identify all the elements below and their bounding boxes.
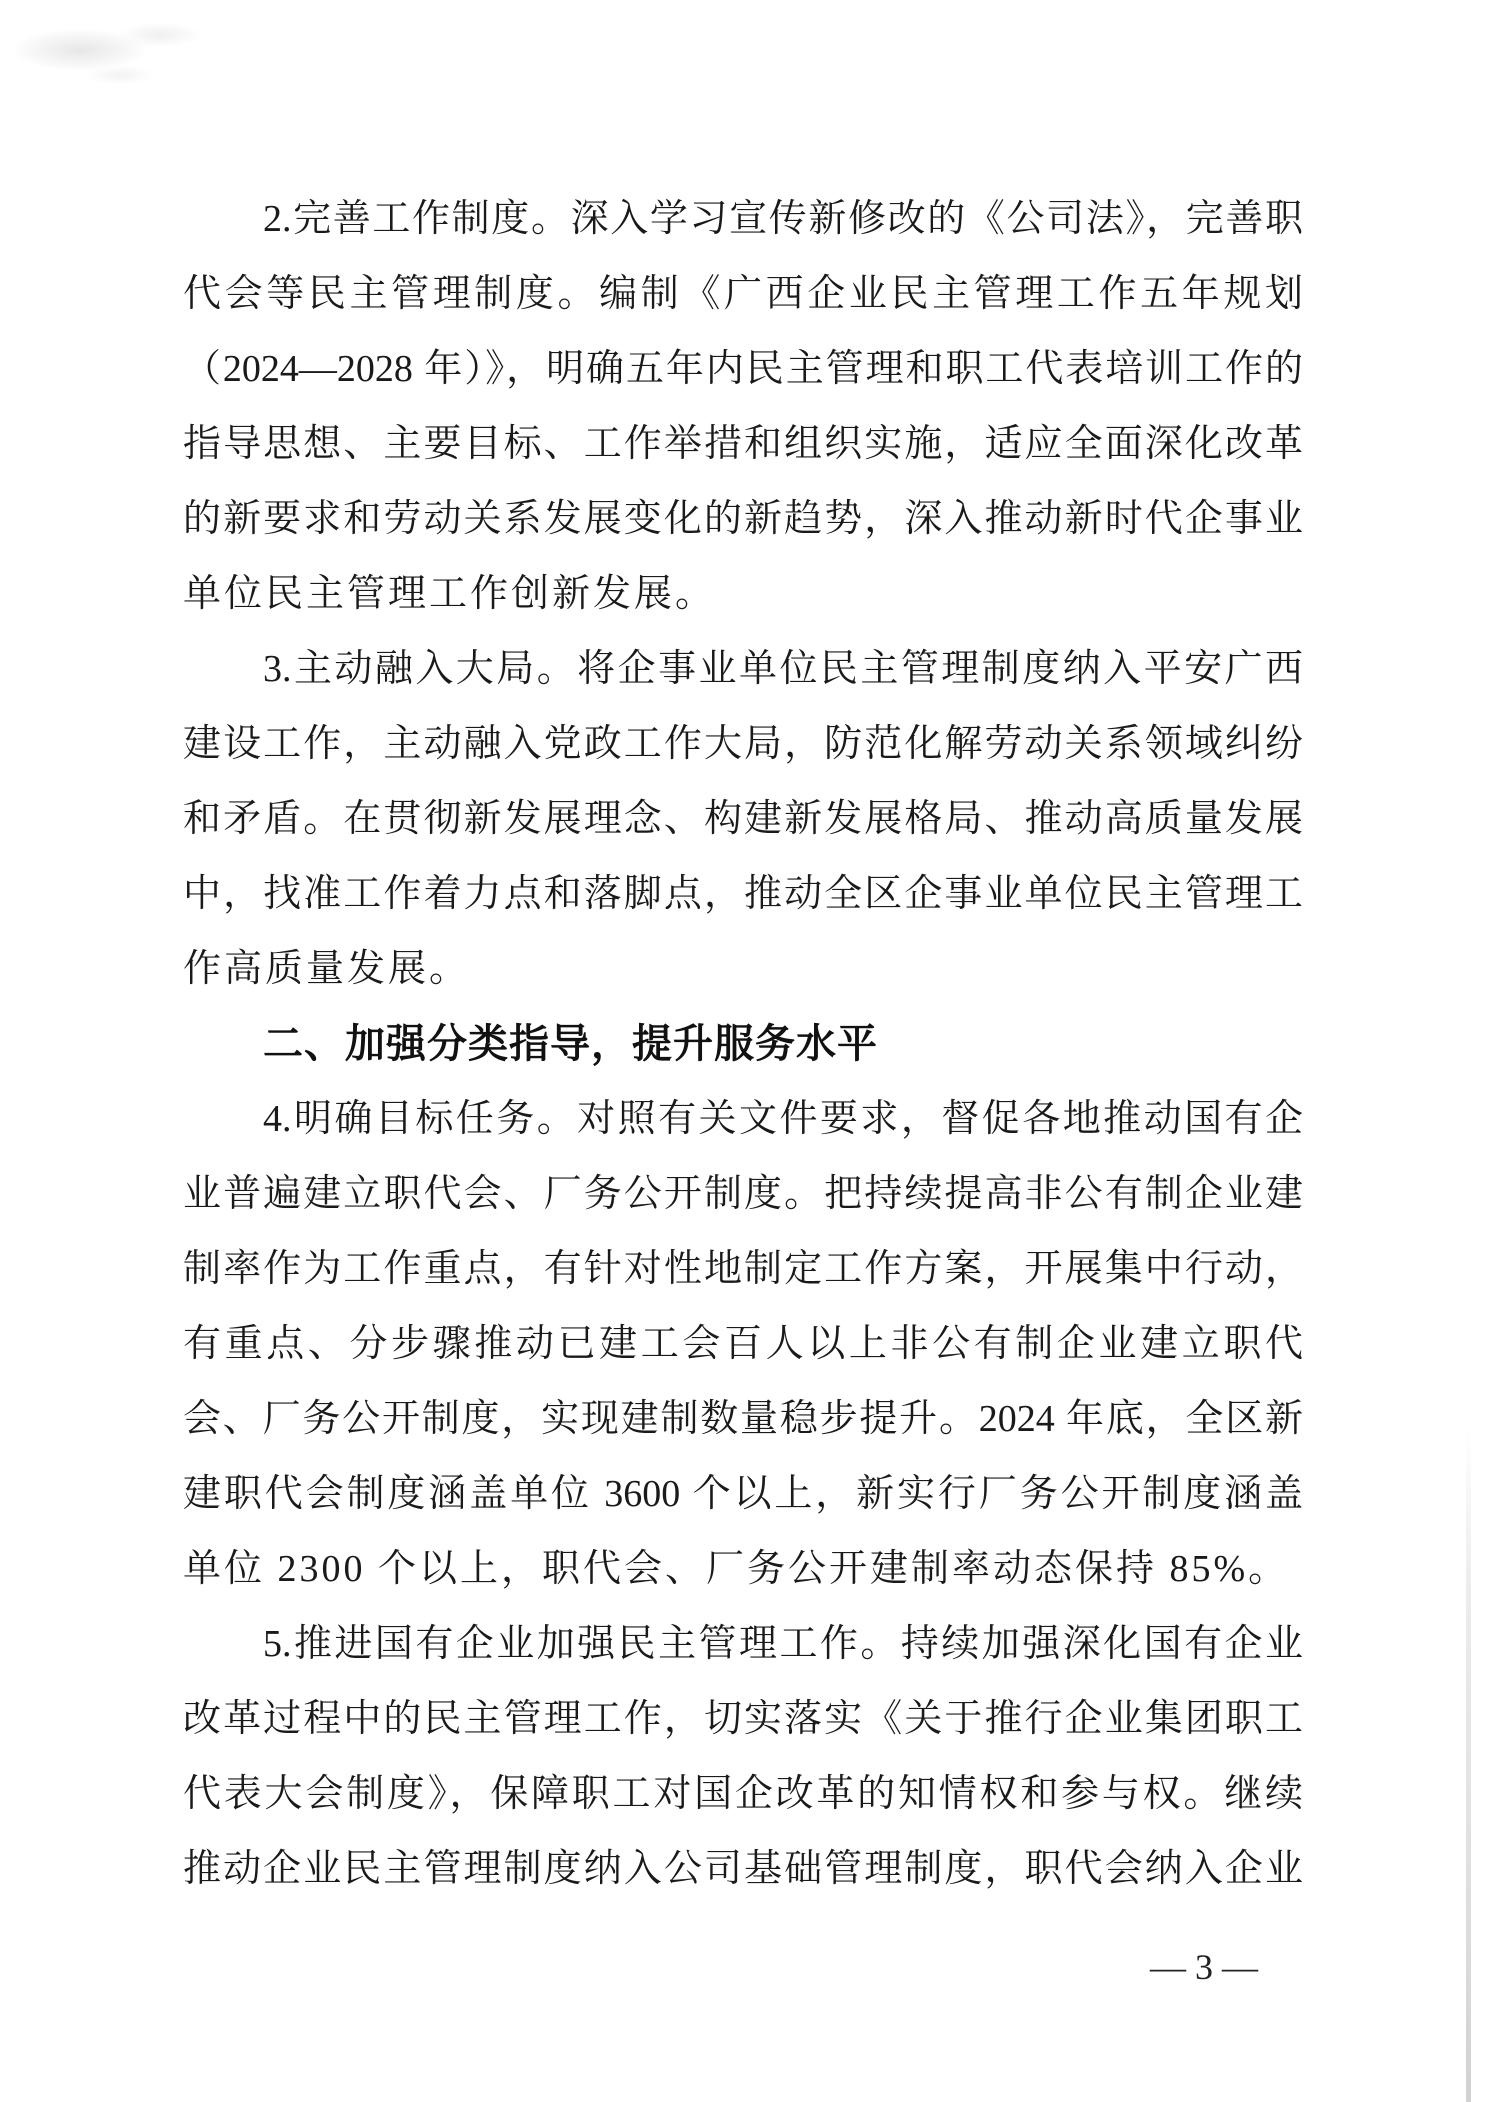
paragraph-line: 3.主动融入大局。将企事业单位民主管理制度纳入平安广西 bbox=[263, 648, 1303, 690]
paragraph-line: 中，找准工作着力点和落脚点，推动全区企事业单位民主管理工 bbox=[183, 873, 1303, 915]
paragraph-line: 改革过程中的民主管理工作，切实落实《关于推行企业集团职工 bbox=[183, 1698, 1303, 1740]
scan-crease-line-artifact bbox=[1466, 1425, 1471, 2102]
paragraph-line: 和矛盾。在贯彻新发展理念、构建新发展格局、推动高质量发展 bbox=[183, 798, 1303, 840]
paragraph-line: 会、厂务公开制度，实现建制数量稳步提升。2024 年底，全区新 bbox=[183, 1398, 1303, 1440]
paragraph-line: 有重点、分步骤推动已建工会百人以上非公有制企业建立职代 bbox=[183, 1323, 1303, 1365]
paragraph-line: 2.完善工作制度。深入学习宣传新修改的《公司法》，完善职 bbox=[263, 198, 1303, 240]
paragraph-line: 5.推进国有企业加强民主管理工作。持续加强深化国有企业 bbox=[263, 1623, 1303, 1665]
section-heading: 二、加强分类指导，提升服务水平 bbox=[263, 1022, 878, 1066]
paragraph-line: 推动企业民主管理制度纳入公司基础管理制度，职代会纳入企业 bbox=[183, 1848, 1303, 1890]
paragraph-line: 建设工作，主动融入党政工作大局，防范化解劳动关系领域纠纷 bbox=[183, 723, 1303, 765]
paragraph-line: 业普遍建立职代会、厂务公开制度。把持续提高非公有制企业建 bbox=[183, 1173, 1303, 1215]
paragraph-line: 作高质量发展。 bbox=[183, 948, 471, 990]
paragraph-line: 制率作为工作重点，有针对性地制定工作方案，开展集中行动， bbox=[183, 1248, 1303, 1290]
paragraph-line: 建职代会制度涵盖单位 3600 个以上，新实行厂务公开制度涵盖 bbox=[183, 1473, 1303, 1515]
paragraph-line: 代会等民主管理制度。编制《广西企业民主管理工作五年规划 bbox=[183, 273, 1303, 315]
paragraph-line: 单位 2300 个以上，职代会、厂务公开建制率动态保持 85%。 bbox=[183, 1548, 1290, 1590]
paragraph-line: 指导思想、主要目标、工作举措和组织实施，适应全面深化改革 bbox=[183, 423, 1303, 465]
paragraph-line: 单位民主管理工作创新发展。 bbox=[183, 573, 717, 615]
paragraph-line: 的新要求和劳动关系发展变化的新趋势，深入推动新时代企事业 bbox=[183, 498, 1303, 540]
scan-smudge-artifact bbox=[10, 5, 230, 95]
paragraph-line: （2024—2028 年）》，明确五年内民主管理和职工代表培训工作的 bbox=[183, 348, 1303, 390]
paragraph-line: 代表大会制度》，保障职工对国企改革的知情权和参与权。继续 bbox=[183, 1773, 1303, 1815]
page-number: — 3 — bbox=[1150, 1947, 1258, 1987]
paragraph-line: 4.明确目标任务。对照有关文件要求，督促各地推动国有企 bbox=[263, 1098, 1303, 1140]
